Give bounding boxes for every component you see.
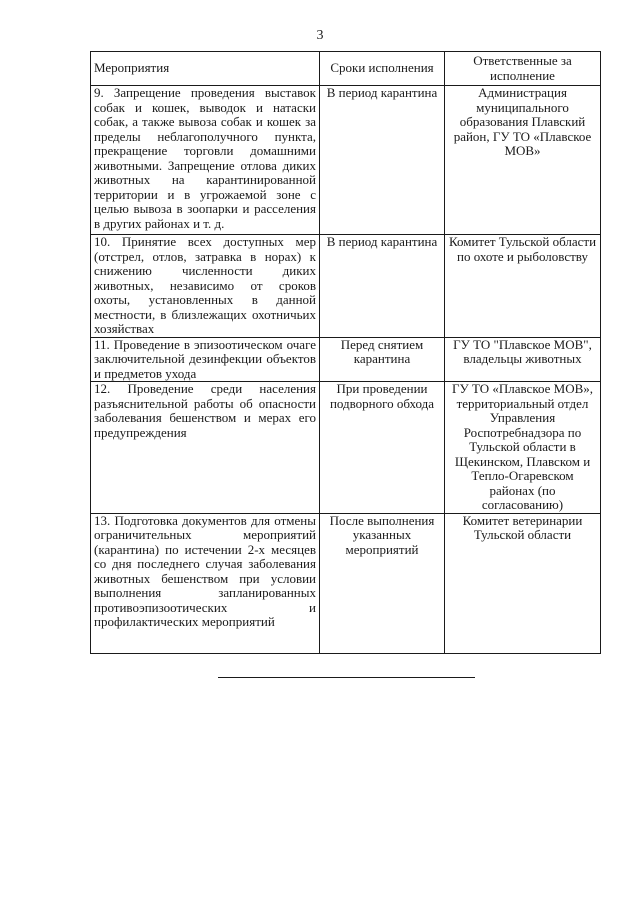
table-row (91, 337, 601, 382)
closing-rule-line (218, 677, 475, 678)
responsible-cell: ГУ ТО "Плавское МОВ", владельцы животных (445, 337, 601, 382)
measure-cell: 9. Запрещение проведения выставок собак и кошек, выводок и натаски собак, а также вывоза собак и кошек за пределы неблагополучного пункта, прекращение торговли домашними животными. Запрещение отлова диких животных на карантинированной территории и в угрожаемой зоне с целью вывоза в зоопарки и расселения в других районах и т. д. (91, 86, 320, 235)
responsible-cell: Комитет ветеринарии Тульской области (445, 513, 601, 653)
table-row (91, 235, 601, 338)
table-row (91, 513, 601, 653)
deadline-cell: В период карантина (320, 86, 445, 235)
measure-cell: 13. Подготовка документов для отмены ограничительных мероприятий (карантина) по истечении 2-х месяцев со дня последнего случая заболевания животных бешенством при условии выполнения запланированных противоэпизоотических и профилактических мероприятий (91, 513, 320, 653)
measure-cell: 11. Проведение в эпизоотическом очаге заключительной дезинфекции объектов и предметов ухода (91, 337, 320, 382)
table-header-row (91, 52, 601, 86)
deadline-cell: Перед снятием карантина (320, 337, 445, 382)
table-row (91, 86, 601, 235)
deadline-cell: При проведении подворного обхода (320, 382, 445, 514)
measures-table (90, 51, 601, 654)
measure-cell: 10. Принятие всех доступных мер (отстрел, отлов, затравка в норах) к снижению численности диких животных, независимо от сроков охоты, установленных в данной местности, в близлежащих охотничьих хозяйствах (91, 235, 320, 338)
page-number: 3 (316, 28, 324, 43)
deadline-cell: В период карантина (320, 235, 445, 338)
responsible-cell: ГУ ТО «Плавское МОВ», территориальный отдел Управления Роспотребнадзора по Тульской области в Щекинском, Плавском и Тепло-Огаревском районах (по согласованию) (445, 382, 601, 514)
header-measures: Мероприятия (91, 52, 320, 86)
measure-cell: 12. Проведение среди населения разъяснительной работы об опасности заболевания бешенством и мерах его предупреждения (91, 382, 320, 514)
table-row (91, 382, 601, 514)
header-responsible: Ответственные за исполнение (445, 52, 601, 86)
header-deadlines: Сроки исполнения (320, 52, 445, 86)
responsible-cell: Администрация муниципального образования Плавский район, ГУ ТО «Плавское МОВ» (445, 86, 601, 235)
deadline-cell: После выполнения указанных мероприятий (320, 513, 445, 653)
responsible-cell: Комитет Тульской области по охоте и рыболовству (445, 235, 601, 338)
